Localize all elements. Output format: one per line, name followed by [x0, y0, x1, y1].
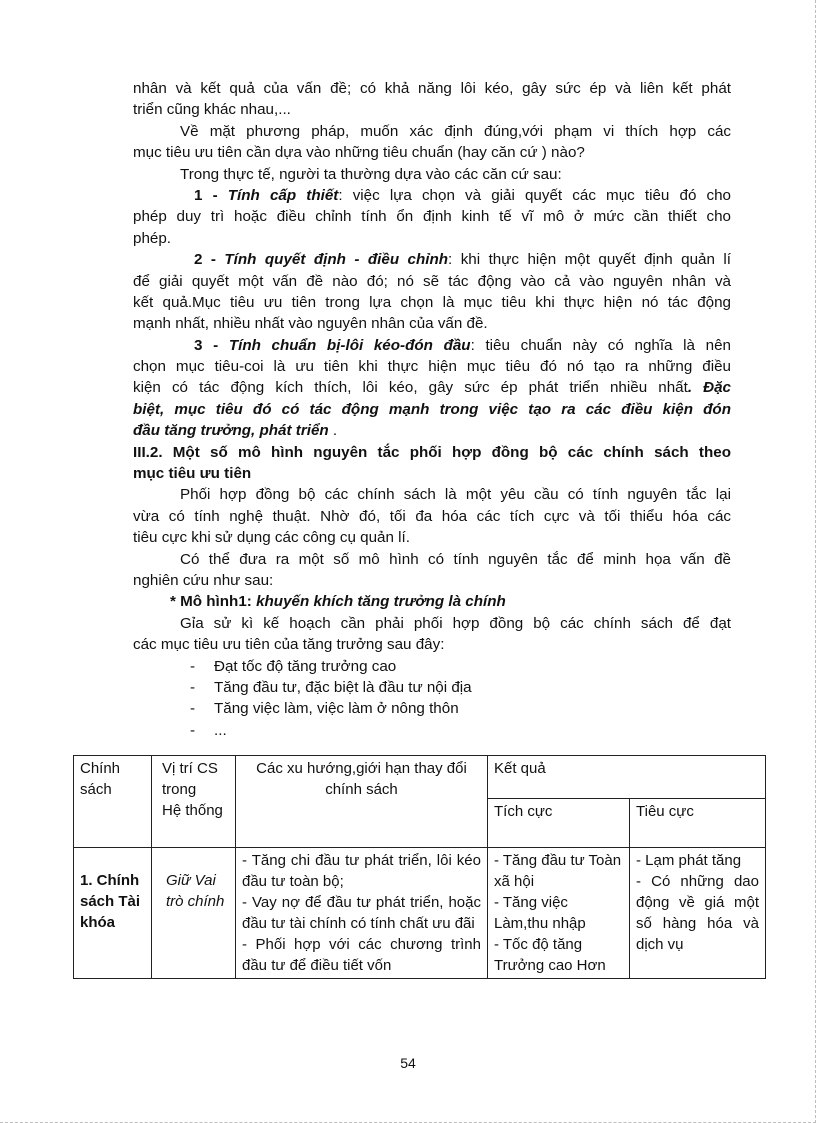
header-ket-qua: Kết quả [488, 756, 766, 799]
bullet-dash: - [190, 721, 196, 739]
text-line: Trong thực tế, người ta thường dựa vào các căn cứ sau: [180, 165, 562, 183]
text-line: vừa có tính nghệ thuật. Nhờ đó, tối đa hóa các tích cực và tối thiểu hóa các [133, 507, 731, 525]
table-row [74, 848, 766, 979]
criterion-number: 2 - [194, 251, 225, 269]
text-line: tiêu cực khi sử dụng các công cụ quản lí. [133, 529, 410, 547]
section-heading: III.2. Một số mô hình nguyên tắc phối hợp đồng bộ các chính sách theo [133, 443, 731, 461]
list-item-text: Tăng đầu tư, đặc biệt là đầu tư nội địa [214, 678, 472, 696]
text-line: mạnh nhất, nhiều nhất vào nguyên nhân của vấn đề. [133, 315, 488, 333]
text-line: Gỉa sử kì kế hoạch cần phải phối hợp đồng bộ các chính sách để đạt [180, 614, 731, 632]
text-line: mục tiêu ưu tiên cần dựa vào những tiêu chuẩn (hay căn cứ ) nào? [133, 144, 585, 162]
text-line [133, 420, 731, 441]
criterion-text: : tiêu chuẩn này có nghĩa là nên [470, 336, 731, 354]
cell-xu-huong [236, 848, 488, 979]
emphasis-text: đầu tăng trưởng, phát triển [133, 422, 329, 440]
list-item [133, 698, 731, 719]
criterion-number: 1 - [194, 186, 228, 204]
criterion-text: : việc lựa chọn và giải quyết các mục tiêu đó cho [338, 186, 731, 204]
cell-line: - Tốc độ tăng Trưởng cao Hơn [494, 936, 606, 974]
list-item-text: Tăng việc làm, việc làm ở nông thôn [214, 700, 459, 718]
criterion-term: Tính chuẩn bị-lôi kéo-đón đầu [228, 336, 471, 354]
text-line: Phối hợp đồng bộ các chính sách là một yêu cầu có tính nguyên tắc lại [180, 486, 731, 504]
criterion-number: 3 - [194, 336, 229, 354]
document-body [133, 78, 731, 741]
cell-line: - Có những dao động về giá một số hàng hóa và dịch vụ [636, 873, 759, 953]
header-vi-tri [152, 756, 236, 848]
criterion-3 [133, 335, 731, 356]
list-item [133, 677, 731, 698]
cell-vi-tri: Giữ Vai trò chính [152, 848, 236, 979]
list-item-text: ... [214, 721, 227, 739]
bullet-dash: - [190, 700, 196, 718]
text-line: Về mặt phương pháp, muốn xác định đúng,với phạm vi thích hợp các [180, 122, 731, 140]
bullet-dash: - [190, 678, 196, 696]
bullet-dash: - [190, 657, 196, 675]
text-line: Có thể đưa ra một số mô hình có tính nguyên tắc để minh họa vấn đề [180, 550, 731, 568]
emphasis-text: . Đặc [687, 379, 731, 397]
text-span: kiện có tác động kích thích, lôi kéo, gây sức ép phát triển nhiều nhất [133, 379, 688, 397]
criterion-text: : khi thực hiện một quyết định quản lí [448, 251, 731, 269]
header-chinh-sach: Chính sách [74, 756, 152, 848]
cell-line: - Phối hợp với các chương trình đầu tư để điều tiết vốn [242, 936, 481, 974]
criterion-term: Tính quyết định - điều chỉnh [224, 251, 449, 269]
model-title: khuyến khích tăng trưởng là chính [256, 593, 506, 611]
list-item-text: Đạt tốc độ tăng trưởng cao [214, 657, 397, 675]
header-vi-tri-line2: Hệ thống [162, 802, 223, 819]
header-tich-cuc: Tích cực [488, 799, 630, 848]
text-line [133, 377, 731, 398]
cell-line: - Lạm phát tăng [636, 852, 742, 869]
text-line: các mục tiêu ưu tiên của tăng trưởng sau đây: [133, 636, 445, 654]
cell-line: - Tăng đầu tư Toàn xã hội [494, 852, 622, 890]
text-span: . [328, 422, 338, 440]
list-item [133, 720, 731, 741]
header-vi-tri-line1: Vị trí CS trong [162, 760, 218, 798]
text-line: phép. [133, 229, 172, 247]
emphasis-line: biệt, mục tiêu đó có tác động mạnh trong việc tạo ra các điều kiện đón [133, 400, 731, 418]
model-label: * Mô hình1: [170, 593, 257, 611]
policy-table [73, 755, 766, 979]
model-heading [133, 591, 731, 612]
page-number: 54 [400, 1055, 416, 1071]
list-item [133, 656, 731, 677]
text-line: phép duy trì hoặc điều chỉnh tính ổn định kinh tế vĩ mô ở mức cần thiết cho [133, 208, 731, 226]
text-line: kết quả.Mục tiêu ưu tiên trong lựa chọn là mục tiêu khi thực hiện nó tác động [133, 293, 731, 311]
criterion-1 [133, 185, 731, 206]
cell-tieu-cuc [630, 848, 766, 979]
cell-tich-cuc [488, 848, 630, 979]
text-line: triển cũng khác nhau,... [133, 101, 291, 119]
header-xu-huong: Các xu hướng,giới hạn thay đổi chính sách [236, 756, 488, 848]
header-tieu-cuc: Tiêu cực [630, 799, 766, 848]
cell-line: - Tăng chi đầu tư phát triển, lôi kéo đầu tư toàn bộ; [242, 852, 481, 890]
text-line: chọn mục tiêu-coi là ưu tiên khi thực hiện mục tiêu đó nó tạo ra những điều [133, 358, 731, 376]
cell-line: - Tăng việc Làm,thu nhập [494, 894, 586, 932]
table-header-row [74, 756, 766, 799]
cell-line: - Vay nợ để đầu tư phát triển, hoặc đầu tư tài chính có tính chất ưu đãi [242, 894, 481, 932]
text-line: nghiên cứu như sau: [133, 571, 274, 589]
criterion-2 [133, 249, 731, 270]
text-line: để giải quyết một vấn đề nào đó; nó sẽ tác động vào cả vào nguyên nhân và [133, 272, 731, 290]
text-line: nhân và kết quả của vấn đề; có khả năng lôi kéo, gây sức ép và liên kết phát [133, 80, 731, 97]
cell-chinh-sach: 1. Chính sách Tài khóa [74, 848, 152, 979]
section-heading-cont: mục tiêu ưu tiên [133, 465, 252, 483]
criterion-term: Tính cấp thiết [227, 186, 339, 204]
